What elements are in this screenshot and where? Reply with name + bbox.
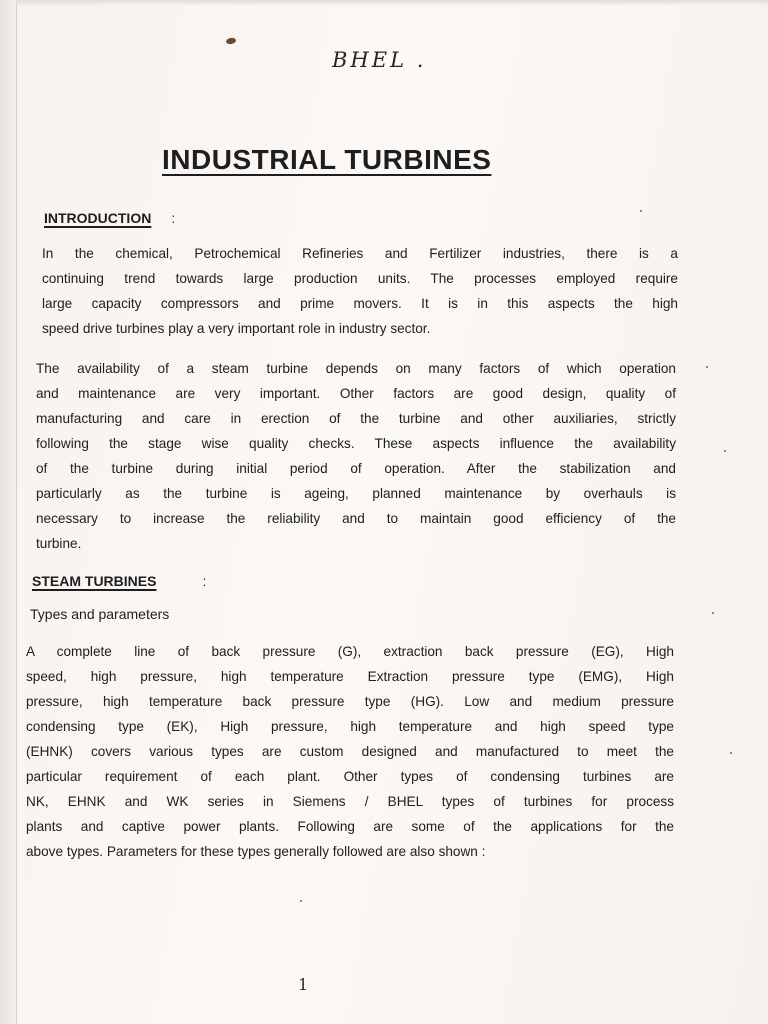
ink-spot	[226, 37, 237, 45]
section-subheading: Types and parameters	[30, 606, 170, 622]
paragraph-line: pressure, high temperature back pressure type (HG). Low and medium pressure	[26, 694, 674, 709]
paragraph-line: The availability of a steam turbine depends on many factors of which operation	[36, 361, 676, 376]
heading-colon: :	[171, 210, 176, 226]
paragraph-line: particular requirement of each plant. Other types of condensing turbines are	[26, 769, 674, 784]
section-heading-label: INTRODUCTION	[44, 210, 152, 226]
paragraph-line: following the stage wise quality checks. These aspects influence the availability	[36, 436, 676, 451]
introduction-paragraph-2	[36, 356, 676, 556]
paragraph-line: manufacturing and care in erection of the turbine and other auxiliaries, strictly	[36, 411, 676, 426]
paper-speck	[712, 612, 714, 614]
section-heading-steam-turbines	[32, 573, 206, 589]
section-heading-label: STEAM TURBINES	[32, 573, 157, 589]
paragraph-line: above types. Parameters for these types generally followed are also shown :	[26, 844, 486, 859]
paper-speck	[300, 900, 302, 902]
paragraph-line: condensing type (EK), High pressure, high temperature and high speed type	[26, 719, 674, 734]
paragraph-line: turbine.	[36, 536, 82, 551]
page-binding-edge	[0, 0, 17, 1024]
paragraph-line: particularly as the turbine is ageing, planned maintenance by overhauls is	[36, 486, 676, 501]
paragraph-line: In the chemical, Petrochemical Refineries and Fertilizer industries, there is a	[42, 246, 678, 261]
paragraph-line: of the turbine during initial period of operation. After the stabilization and	[36, 461, 676, 476]
paper-speck	[730, 752, 732, 754]
paragraph-line: A complete line of back pressure (G), extraction back pressure (EG), High	[26, 644, 674, 659]
section-heading-introduction	[44, 210, 175, 226]
paragraph-line: (EHNK) covers various types are custom designed and manufactured to meet the	[26, 744, 674, 759]
paragraph-line: NK, EHNK and WK series in Siemens / BHEL types of turbines for process	[26, 794, 674, 809]
paper-speck	[724, 450, 726, 452]
paragraph-line: and maintenance are very important. Other factors are good design, quality of	[36, 386, 676, 401]
heading-colon: :	[202, 573, 207, 589]
handwritten-note: BHEL .	[332, 48, 427, 72]
page-mark: 1	[298, 975, 309, 994]
paper-speck	[640, 210, 642, 212]
steam-turbines-paragraph	[26, 639, 674, 864]
document-title: INDUSTRIAL TURBINES	[162, 144, 492, 175]
page-top-shadow	[16, 0, 768, 6]
paragraph-line: plants and captive power plants. Following are some of the applications for the	[26, 819, 674, 834]
introduction-paragraph-1	[42, 241, 678, 341]
paragraph-line: necessary to increase the reliability and to maintain good efficiency of the	[36, 511, 676, 526]
paragraph-line: speed drive turbines play a very important role in industry sector.	[42, 321, 431, 336]
paragraph-line: large capacity compressors and prime movers. It is in this aspects the high	[42, 296, 678, 311]
paragraph-line: speed, high pressure, high temperature Extraction pressure type (EMG), High	[26, 669, 674, 684]
paragraph-line: continuing trend towards large production units. The processes employed require	[42, 271, 678, 286]
paper-speck	[706, 366, 708, 368]
